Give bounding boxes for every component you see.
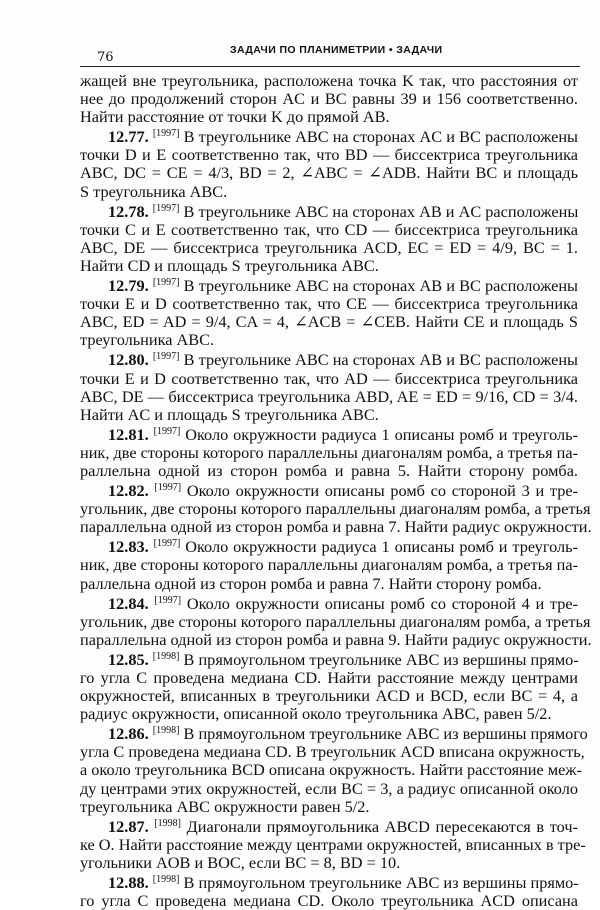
line-text: ник, две стороны которого параллельны диагоналям ромба, а третья па- [80,442,578,462]
line-text: го угла C проведена медиана CD. Около треугольника ACD описана [80,891,578,910]
text-line [80,575,578,593]
text-line [80,295,578,313]
text-line [80,760,582,780]
line-text: угольник, две стороны которого параллельны диагоналям ромба, а третья [80,611,591,631]
line-text: В прямоугольном треугольнике ABC из вершины прямого [183,724,588,744]
running-title: ЗАДАЧИ ПО ПЛАНИМЕТРИИ • ЗАДАЧИ [230,44,443,56]
text-line [80,221,578,239]
line-text: параллельна одной из сторон ромба и равна 7. Найти радиус окружности. [80,517,592,537]
text-line [80,257,578,275]
problem-year: [1998] [152,874,180,886]
text-line [80,406,578,424]
line-text: точки E и D соответственно так, что CE — биссектриса треугольника [80,294,578,314]
problem-year: [1997] [153,538,181,550]
text-line [80,517,592,537]
line-text: точки C и E соответственно так, что CD — биссектриса треугольника [80,219,578,239]
problem-year: [1997] [152,128,180,140]
line-text: В треугольнике ABC на сторонах AB и AC расположены [183,201,579,221]
line-text: ке O. Найти расстояние между центрами окружностей, вписанных в тре- [80,834,586,854]
text-line [80,629,592,649]
text-line [80,108,578,126]
text-line [80,742,585,762]
problem-first-line [80,874,578,892]
line-text: угольник, две стороны которого параллельны диагоналям ромба, а третья [80,499,591,519]
text-line [80,499,591,519]
problem-number: 12.88. [108,873,149,893]
text-line [80,669,578,687]
line-text: угольники AOB и BOC, если BC = 8, BD = 10. [80,852,401,872]
line-text: В прямоугольном треугольнике ABC из вершины прямо- [183,649,579,669]
problem-first-line [80,818,578,836]
problem-first-line [80,482,578,500]
line-text: Найти CD и площадь S треугольника ABC. [80,255,379,275]
problem-first-line [80,277,578,295]
line-text: точки D и E соответственно так, что BD — биссектриса треугольника [80,145,578,165]
line-text: окружностей, вписанных в треугольники ACD и BCD, если BC = 4, а [80,686,578,706]
line-text: ду центрами этих окружностей, если BC = 3, а радиус описанной около [80,778,578,798]
problem-number: 12.82. [108,481,149,501]
line-text: Около окружности описаны ромб со стороной 3 и тре- [186,481,578,501]
problem-number: 12.77. [108,127,149,147]
problem-first-line [80,595,578,613]
line-text: В треугольнике ABC на сторонах AB и BC расположены [183,350,578,370]
problem-number: 12.84. [108,593,149,613]
text-line [80,834,586,854]
line-text: ABC, DE — биссектриса треугольника ABD, AE = ED = 9/16, CD = 3/4. [80,386,578,406]
text-line [80,183,578,201]
line-text: ABC, DC = CE = 4/3, BD = 2, ∠ABC = ∠ADB. Найти BC и площадь [80,163,578,183]
text-line [80,556,578,574]
line-text: ABC, DE — биссектриса треугольника ACD, EC = ED = 4/9, BC = 1. [80,237,578,257]
line-text: Около окружности описаны ромб со стороной 4 и тре- [186,593,578,613]
problem-year: [1997] [154,594,182,606]
line-text: Найти расстояние от точки K до прямой AB. [80,107,390,127]
line-text: го угла C проведена медиана CD. Найти расстояние между центрами [80,668,578,687]
line-text: треугольника ABC. [80,330,215,350]
text-line [80,611,591,631]
problem-first-line [80,651,578,669]
line-text: S треугольника ABC. [80,181,228,201]
text-line [80,370,578,388]
text-line [80,705,578,723]
text-line [80,687,578,705]
problem-number: 12.78. [108,201,149,221]
header-rule [80,66,580,67]
text-line [80,331,578,349]
problem-number: 12.85. [108,649,149,669]
text-line [80,780,578,798]
text-line [80,388,578,406]
text-line [80,164,578,182]
line-text: раллельна одной из сторон ромба и равна 5. Найти сторону ромба. [80,460,578,480]
line-text: а около треугольника BCD описана окружность. Найти расстояние меж- [80,760,582,780]
text-line [80,146,578,164]
line-text: точки E и D соответственно так, что AD — биссектриса треугольника [80,368,578,388]
line-text: ABC, ED = AD = 9/4, CA = 4, ∠ACB = ∠CEB. Найти CE и площадь S [80,312,578,332]
problem-first-line [80,426,578,444]
problem-first-line [80,724,588,744]
line-text: В треугольнике ABC на сторонах AB и BC расположены [183,276,578,296]
text-line [80,854,578,872]
line-text: В треугольнике ABC на сторонах AC и BC расположены [183,127,578,147]
problem-year: [1997] [152,277,180,289]
line-text: Найти AC и площадь S треугольника ABC. [80,404,379,424]
text-line [80,892,578,910]
problem-year: [1998] [154,817,182,829]
line-text: треугольника ABC окружности равен 5/2. [80,796,370,816]
text-line [80,798,578,816]
problem-number: 12.80. [108,350,149,370]
line-text: угла C проведена медиана CD. В треугольник ACD вписана окружность, [80,742,585,762]
problem-number: 12.87. [108,816,149,836]
text-line [80,313,578,331]
problem-first-line [80,203,578,221]
problem-year: [1998] [152,650,180,662]
line-text: раллельна одной из сторон ромба и равна 7. Найти сторону ромба. [80,573,542,593]
problem-number: 12.86. [108,724,149,744]
line-text: Около окружности радиуса 1 описаны ромб и треуголь- [185,424,578,444]
problem-year: [1997] [152,351,180,363]
line-text: жащей вне треугольника, расположена точка K так, что расстояния от [80,71,578,90]
line-text: параллельна одной из сторон ромба и равна 9. Найти радиус окружности. [80,629,592,649]
line-text: В прямоугольном треугольнике ABC из вершины прямо- [183,873,579,893]
line-text: Около окружности радиуса 1 описаны ромб и треуголь- [185,537,578,557]
problem-year: [1997] [152,202,180,214]
text-line [80,444,578,462]
problem-year: [1997] [153,425,181,437]
text-line [80,239,578,257]
line-text: ник, две стороны которого параллельны диагоналям ромба, а третья па- [80,555,578,575]
problem-first-line [80,351,578,369]
line-text: радиус окружности, описанной около треугольника ABC, равен 5/2. [80,704,552,724]
problem-year: [1997] [154,482,182,494]
problem-text [80,71,592,910]
line-text: Диагонали прямоугольника ABCD пересекаются в точ- [186,816,578,836]
problem-year: [1998] [152,725,180,737]
text-line [80,72,578,90]
problem-number: 12.79. [108,276,149,296]
text-line [80,462,578,480]
text-line [80,90,578,108]
problem-number: 12.81. [108,424,149,444]
page-number: 76 [97,50,114,65]
problem-number: 12.83. [108,537,149,557]
problem-first-line [80,538,578,556]
line-text: нее до продолжений сторон AC и BC равны 39 и 156 соответственно. [80,89,578,109]
problem-first-line [80,128,578,146]
